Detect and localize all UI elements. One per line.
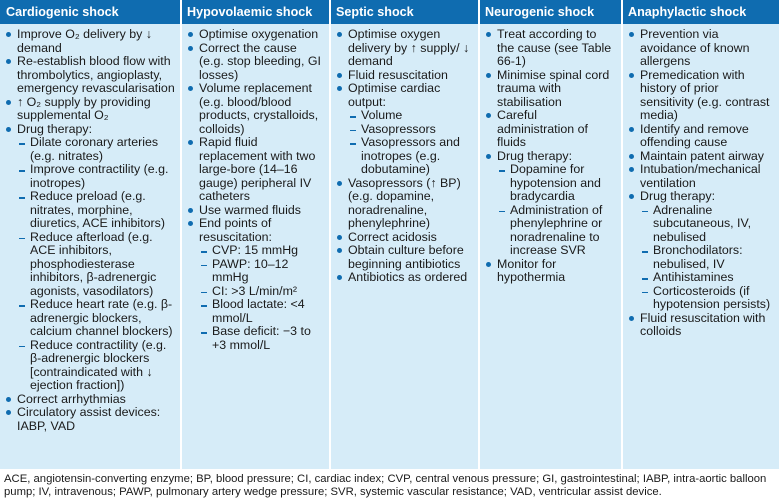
list-item: ↑ O₂ supply by providing supplemental O₂ [0,96,176,123]
list-item: Minimise spinal cord trauma with stabilisation [480,69,617,110]
list-item: Fluid resuscitation [331,69,474,83]
list-item: Improve O₂ delivery by ↓ demand [0,28,176,55]
column-hypovolaemic [182,24,329,469]
list-item: Prevention via avoidance of known allergens [623,28,775,69]
sub-list-item: Bronchodilators: nebulised, IV [623,244,775,271]
list-item: Intubation/mechanical ventilation [623,163,775,190]
column-septic [331,24,478,469]
column-anaphylactic [623,24,779,469]
list-item: Obtain culture before beginning antibiotics [331,244,474,271]
list-item: Use warmed fluids [182,204,325,218]
list-item: Monitor for hypothermia [480,258,617,285]
sub-list-item: CVP: 15 mmHg [182,244,325,258]
column-cardiogenic [0,24,180,469]
header-neurogenic: Neurogenic shock [479,0,622,24]
sub-list-item: Antihistamines [623,271,775,285]
list-item: Careful administration of fluids [480,109,617,150]
list-item: End points of resuscitation: [182,217,325,244]
sub-list-item: PAWP: 10–12 mmHg [182,258,325,285]
sub-list-item: CI: >3 L/min/m² [182,285,325,299]
sub-list-item: Reduce heart rate (e.g. β-adrenergic blockers, calcium channel blockers) [0,298,176,339]
list-item: Drug therapy: [480,150,617,164]
sub-list-item: Reduce preload (e.g. nitrates, morphine, diuretics, ACE inhibitors) [0,190,176,231]
list-item: Maintain patent airway [623,150,775,164]
list-item: Correct acidosis [331,231,474,245]
list-item: Re-establish blood flow with thrombolytics, angioplasty, emergency revascularisation [0,55,176,96]
sub-list-item: Administration of phenylephrine or noradrenaline to increase SVR [480,204,617,258]
list-item: Premedication with history of prior sensitivity (e.g. contrast media) [623,69,775,123]
sub-list-item: Base deficit: −3 to +3 mmol/L [182,325,325,352]
list-item: Circulatory assist devices: IABP, VAD [0,406,176,433]
list-item: Volume replacement (e.g. blood/blood products, crystalloids, colloids) [182,82,325,136]
list-item: Rapid fluid replacement with two large-bore (14–16 gauge) peripheral IV catheters [182,136,325,204]
column-neurogenic [480,24,621,469]
list-item: Drug therapy: [0,123,176,137]
list-item: Optimise oxygenation [182,28,325,42]
sub-list-item: Blood lactate: <4 mmol/L [182,298,325,325]
list-item: Fluid resuscitation with colloids [623,312,775,339]
list-item: Identify and remove offending cause [623,123,775,150]
header-septic: Septic shock [330,0,479,24]
sub-list-item: Reduce afterload (e.g. ACE inhibitors, phosphodiesterase inhibitors, β-adrenergic agonists, vasodilators) [0,231,176,299]
sub-list-item: Dopamine for hypotension and bradycardia [480,163,617,204]
sub-list-item: Improve contractility (e.g. inotropes) [0,163,176,190]
list-item: Antibiotics as ordered [331,271,474,285]
sub-list-item: Volume [331,109,474,123]
header-anaphylactic: Anaphylactic shock [622,0,779,24]
sub-list-item: Reduce contractility (e.g. β-adrenergic blockers [contraindicated with ↓ ejection fraction]) [0,339,176,393]
sub-list-item: Dilate coronary arteries (e.g. nitrates) [0,136,176,163]
sub-list-item: Adrenaline subcutaneous, IV, nebulised [623,204,775,245]
list-item: Optimise oxygen delivery by ↑ supply/ ↓ demand [331,28,474,69]
list-item: Correct the cause (e.g. stop bleeding, GI losses) [182,42,325,83]
list-item: Vasopressors (↑ BP) (e.g. dopamine, noradrenaline, phenylephrine) [331,177,474,231]
list-item: Treat according to the cause (see Table 66-1) [480,28,617,69]
header-cardiogenic: Cardiogenic shock [0,0,181,24]
sub-list-item: Vasopressors and inotropes (e.g. dobutamine) [331,136,474,177]
sub-list-item: Corticosteroids (if hypotension persists) [623,285,775,312]
list-item: Optimise cardiac output: [331,82,474,109]
sub-list-item: Vasopressors [331,123,474,137]
list-item: Drug therapy: [623,190,775,204]
header-hypovolaemic: Hypovolaemic shock [181,0,330,24]
table-footnote: ACE, angiotensin-converting enzyme; BP, blood pressure; CI, cardiac index; CVP, central venous pressure; GI, gastrointestinal; IABP, intra-aortic balloon pump; IV, intravenous; PAWP, pulmonary artery wedge pressure; SVR, systemic vascular resistance; VAD, ventricular assist device. [4,473,767,499]
list-item: Correct arrhythmias [0,393,176,407]
